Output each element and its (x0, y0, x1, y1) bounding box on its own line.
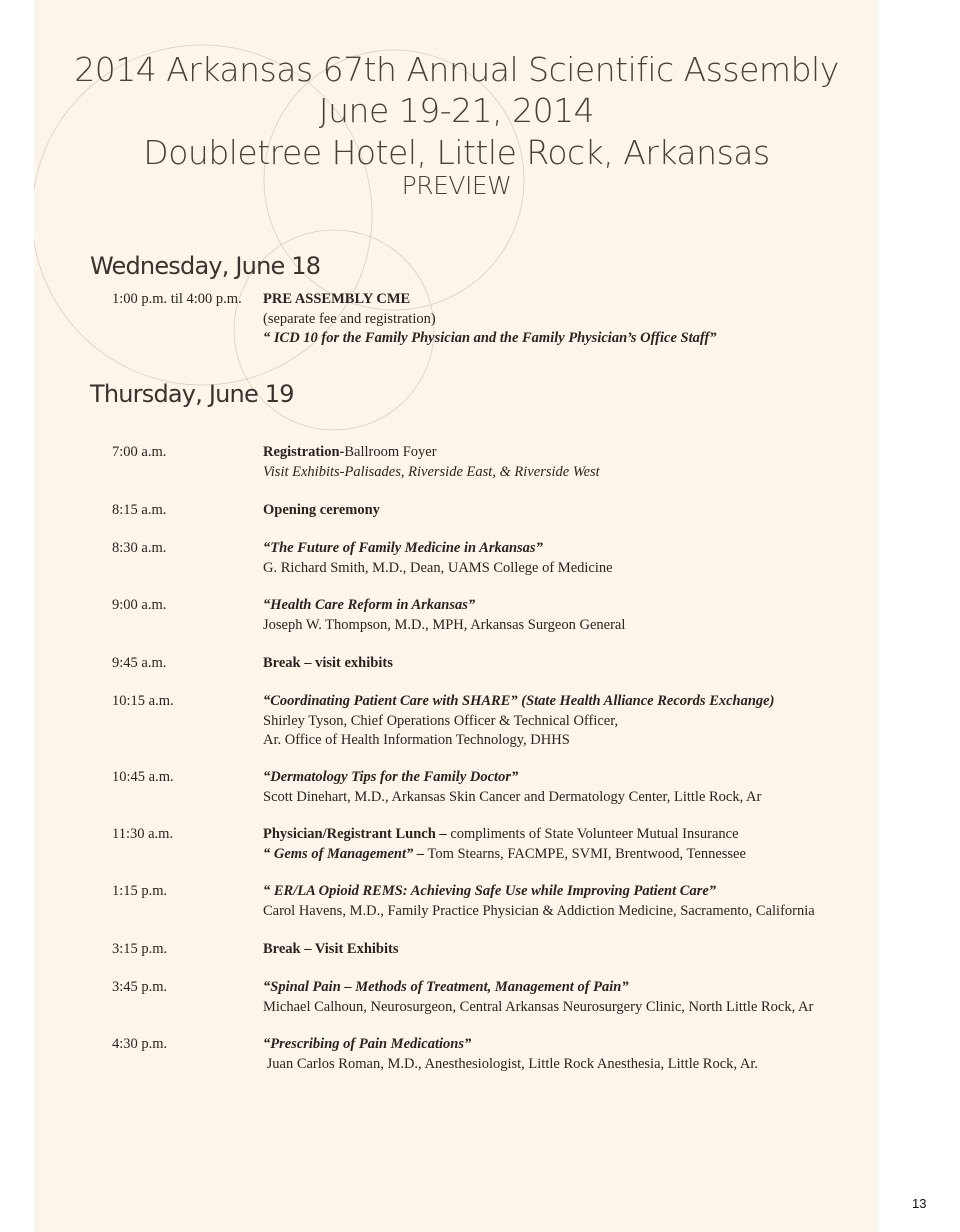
session-details (263, 501, 380, 521)
page-number: 13 (912, 1196, 927, 1211)
session-title: Physician/Registrant Lunch – (263, 826, 447, 842)
session-note: (separate fee and registration) (263, 310, 436, 327)
session-title: “The Future of Family Medicine in Arkansas” (263, 540, 543, 556)
session-time: 7:00 a.m. (112, 444, 167, 460)
session-time: 1:00 p.m. til 4:00 p.m. (112, 291, 242, 307)
session-time: 4:30 p.m. (112, 1036, 168, 1052)
session-title: Break – Visit Exhibits (263, 941, 399, 957)
session-time: 1:15 p.m. (112, 883, 168, 899)
session-title: “Prescribing of Pain Medications” (263, 1036, 472, 1052)
session-title: Registration- (263, 444, 345, 460)
program-page (34, 0, 879, 1232)
session-time: 10:45 a.m. (112, 769, 174, 785)
session-title: “Spinal Pain – Methods of Treatment, Management of Pain” (263, 979, 629, 995)
session-details (263, 654, 393, 674)
session-title: “ ER/LA Opioid REMS: Achieving Safe Use while Improving Patient Care” (263, 883, 717, 899)
session-time: 3:15 p.m. (112, 941, 168, 957)
session-subtitle: “ Gems of Management” – (263, 845, 425, 862)
session-details (263, 768, 761, 807)
session-details (263, 825, 746, 864)
session-info: Visit Exhibits-Palisades, Riverside East, & Riverside West (263, 463, 600, 480)
session-details (263, 882, 815, 921)
session-time: 8:30 a.m. (112, 540, 167, 556)
session-speaker: Scott Dinehart, M.D., Arkansas Skin Cancer and Dermatology Center, Little Rock, Ar (263, 788, 762, 805)
session-time: 9:45 a.m. (112, 655, 167, 671)
session-subtitle: “ ICD 10 for the Family Physician and the Family Physician’s Office Staff” (263, 330, 717, 346)
session-details (263, 1035, 758, 1074)
day-heading-wednesday: Wednesday, June 18 (90, 252, 321, 280)
session-time: 9:00 a.m. (112, 597, 167, 613)
session-details (263, 978, 813, 1017)
session-title: PRE ASSEMBLY CME (263, 291, 411, 307)
session-title: Opening ceremony (263, 502, 380, 518)
session-sponsor: compliments of State Volunteer Mutual Insurance (446, 826, 739, 842)
session-details (263, 443, 600, 482)
session-location: Ballroom Foyer (344, 444, 437, 460)
session-speaker-affiliation: Ar. Office of Health Information Technology, DHHS (263, 732, 570, 748)
assembly-dates: June 19-21, 2014 (318, 91, 595, 130)
session-details (263, 596, 625, 635)
session-time: 8:15 a.m. (112, 502, 167, 518)
session-title: “Coordinating Patient Care with SHARE” (State Health Alliance Records Exchange) (263, 693, 775, 709)
session-details (263, 692, 774, 751)
session-time: 3:45 p.m. (112, 979, 168, 995)
preview-label: PREVIEW (401, 171, 512, 200)
assembly-title: 2014 Arkansas 67th Annual Scientific Assembly (74, 50, 839, 89)
session-speaker: Michael Calhoun, Neurosurgeon, Central Arkansas Neurosurgery Clinic, North Little Rock, Ar (263, 998, 814, 1015)
session-speaker: G. Richard Smith, M.D., Dean, UAMS College of Medicine (263, 559, 613, 576)
day-heading-thursday: Thursday, June 19 (90, 380, 294, 408)
session-time: 11:30 a.m. (112, 826, 174, 842)
session-details (263, 290, 717, 349)
session-title: “Health Care Reform in Arkansas” (263, 597, 476, 613)
assembly-venue: Doubletree Hotel, Little Rock, Arkansas (143, 133, 770, 172)
session-title: “Dermatology Tips for the Family Doctor” (263, 769, 519, 785)
session-speaker: Carol Havens, M.D., Family Practice Physician & Addiction Medicine, Sacramento, California (263, 902, 815, 919)
session-title: Break – visit exhibits (263, 655, 393, 671)
session-speaker: Tom Stearns, FACMPE, SVMI, Brentwood, Tennessee (424, 845, 746, 862)
session-speaker: Joseph W. Thompson, M.D., MPH, Arkansas Surgeon General (263, 616, 626, 633)
session-speaker: Juan Carlos Roman, M.D., Anesthesiologist, Little Rock Anesthesia, Little Rock, Ar. (263, 1055, 758, 1072)
session-time: 10:15 a.m. (112, 693, 174, 709)
session-details (263, 539, 613, 578)
session-speaker: Shirley Tyson, Chief Operations Officer & Technical Officer, (263, 712, 619, 729)
session-details (263, 940, 399, 960)
